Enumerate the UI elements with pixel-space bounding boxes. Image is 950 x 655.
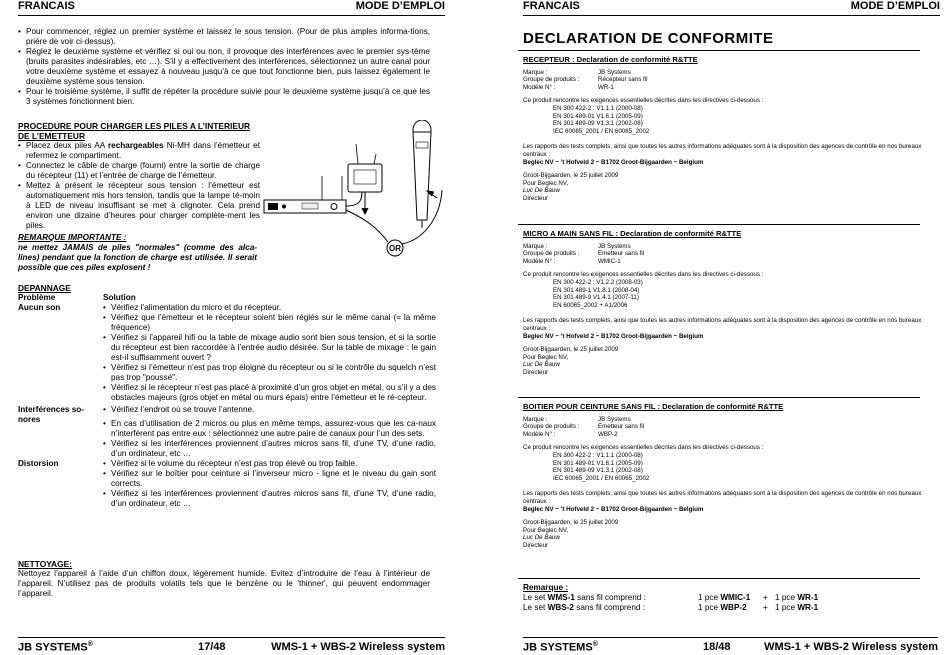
- page-number: 17/48: [198, 641, 226, 653]
- page-header: [523, 0, 940, 16]
- remark-row: Le set WBS-2 sans fil comprend : 1 pce WBP-2 + 1 pce WR-1: [523, 603, 819, 612]
- model-row: Modèle N° : WMIC-1: [523, 257, 621, 265]
- list-item: • Mettez à présent le récepteur sous tension : l’émetteur est automatiquement mis hors tension, tandis que la lampe té-moin à LED de niveau insuffisant se met à clignoter. Cela prend environ une dizaine d’heures pour charger complète-ment les piles.: [26, 181, 260, 231]
- standard-item: EN 300 422-2 : V1.1.1 (2000-08): [553, 451, 643, 459]
- list-item: • Réglez le deuxième système et vérifiez si oui ou non, il provoque des interférences avec le premier sys-tème (bruits parasites indésirables, etc …). S’il y a effectivement des interférences, sélectionnez un autre canal pour votre deuxième système et essayez à nouveau jusqu’à ce que tout fonctionne bien, puis laissez également le deuxième système sous tension.: [26, 47, 430, 87]
- group-row: Groupe de produits : Emetteur sans fil: [523, 250, 645, 258]
- list-item: • Vérifiez si l’émetteur n’est pas trop éloigné du récepteur ou si le contrôle du squelch n’est pas trop "poussé".: [111, 363, 436, 383]
- standard-item: EN 301 489-1 V1.8.1 (2008-04): [553, 286, 640, 294]
- standard-item: EN 300 422-2 : V1.1.1 (2000-08): [553, 104, 643, 112]
- place-date: Groot-Bijgaarden, le 25 juillet 2009: [523, 346, 619, 354]
- list-item: • Placez deux piles AA rechargeables Ni-MH dans l’émetteur et refermez le compartiment.: [26, 141, 260, 161]
- standard-item: EN 301 489-09 V1.3.1 (2002-08): [553, 120, 643, 128]
- table-row: Aucun son • Vérifiez l’alimentation du micro et du récepteur. • Vérifiez que l’émetteur et le récepteur soient bien réglés sur le même canal (= la même fréquence) • Vérifiez si l’appareil hifi ou la table de mixage audio sont bien sous tension, et si la sortie du récepteur est bien raccordée à l’entrée audio désirée. Sur la table de mixage : le gain est-il suffisamment ouvert ? • Vérifiez si l’émetteur n’est pas trop éloigné du récepteur ou si le contrôle du squelch n’est pas trop "poussé". • Vérifiez si le récepteur n’est pas placé à proximité d’un gros objet en métal, ou s’il y a des obstacles majeurs (gros objet en métal ou murs épais) entre l’émetteur et le ré-cepteur.: [18, 303, 436, 403]
- address: Beglec NV ~ ’t Hofveld 2 ~ B1702 Groot-Bijgaarden ~ Belgium: [523, 332, 704, 340]
- page-header: [18, 0, 445, 16]
- declaration-title: BOITIER POUR CEINTURE SANS FIL : Declaration de conformité R&TTE: [523, 402, 784, 411]
- figure-or-label: OR: [389, 244, 401, 253]
- remark-title: Remarque :: [523, 583, 569, 592]
- address: Beglec NV ~ ’t Hofveld 2 ~ B1702 Groot-Bijgaarden ~ Belgium: [523, 505, 704, 513]
- intro-section: [18, 27, 430, 107]
- place-date: Groot-Bijgaarden, le 25 juillet 2009: [523, 519, 619, 527]
- list-item: • Vérifiez sur le boîtier pour ceinture si l’inverseur micro - ligne et le niveau du gain sont corrects.: [111, 469, 436, 489]
- declaration-title: RECEPTEUR : Declaration de conformité R&TTE: [523, 55, 698, 64]
- reports-text: Les rapports des tests complets, ainsi que toutes les autres informations adéquates sont à la disposition des agences de contrôle en nos bureaux centraux :: [523, 317, 922, 332]
- model-row: Modèle N° : WBP-2: [523, 430, 618, 438]
- remark-row: Le set WMS-1 sans fil comprend : 1 pce WMIC-1 + 1 pce WR-1: [523, 593, 819, 602]
- reports-text: Les rapports des tests complets, ainsi que toutes les autres informations adéquates sont à la disposition des agences de contrôle en nos bureaux centraux :: [523, 490, 922, 505]
- page-footer: [523, 637, 938, 655]
- section-title: NETTOYAGE:: [18, 559, 72, 569]
- battery-section: [18, 121, 260, 231]
- header-language: FRANCAIS: [523, 0, 580, 12]
- remark-title: REMARQUE IMPORTANTE :: [18, 233, 127, 242]
- standard-item: IEC 60065_2001 / EN 60065_2002: [553, 127, 650, 135]
- header-manual: MODE D’EMPLOI: [355, 0, 445, 12]
- divider: [518, 224, 920, 225]
- list-item: • Connectez le câble de charge (fourni) entre la sortie de charge du récepteur (11) et l’entrée de charge de l’émetteur.: [26, 161, 260, 181]
- divider: [518, 397, 920, 398]
- reports-text: Les rapports des tests complets, ainsi que toutes les autres informations adéquates sont à la disposition des agences de contrôle en nos bureaux centraux :: [523, 143, 922, 158]
- troubleshooting-section: [18, 283, 436, 509]
- signatory-role: Directeur: [523, 541, 549, 549]
- for-company: Pour Beglec NV,: [523, 353, 569, 361]
- list-item: • Pour commencer, réglez un premier système et laissez le sous tension. (Pour de plus amples informa-tions, prière de voir ci-dessus).: [26, 27, 430, 47]
- cleaning-section: [18, 559, 430, 599]
- signatory-role: Directeur: [523, 368, 549, 376]
- list-item: • Vérifiez si le volume du récepteur n’est pas trop élevé ou trop faible.: [111, 459, 436, 469]
- left-page: [0, 0, 475, 654]
- page-footer: [18, 637, 445, 655]
- standard-item: EN 301 489-09 V1.3.1 (2002-08): [553, 467, 643, 475]
- list-item: • En cas d’utilisation de 2 micros ou plus en même temps, assurez-vous que les ca-naux n’interfèrent pas entre eux : sélectionnez une autre paire de canaux pour l’un des sets.: [111, 419, 436, 439]
- standard-item: EN 301 489-9 V1.4.1 (2007-11): [553, 294, 639, 302]
- for-company: Pour Beglec NV,: [523, 179, 569, 187]
- declaration-block: [523, 403, 923, 550]
- brand-row: Marque : JB Systems: [523, 68, 631, 76]
- footer-brand: JB SYSTEMS®: [18, 641, 93, 654]
- standard-item: EN 300 422-2 : V1.2.2 (2008-03): [553, 278, 643, 286]
- declaration-block: [523, 230, 923, 377]
- section-title: PROCEDURE POUR CHARGER LES PILES A L’INTERIEUR DE L’EMETTEUR: [18, 121, 251, 141]
- page-title: DECLARATION DE CONFORMITE: [523, 30, 774, 47]
- signatory-role: Directeur: [523, 194, 549, 202]
- remark-text: ne mettez JAMAIS de piles "normales" (comme des alca-lines) pendant que la fonction de charge est utilisée. Il serait possible que ces piles explosent !: [18, 243, 257, 272]
- brand-row: Marque : JB Systems: [523, 415, 631, 423]
- directive-intro: Ce produit rencontre les exigences essentielles décrites dans les directives ci-dessous :: [523, 444, 764, 452]
- place-date: Groot-Bijgaarden, le 25 juillet 2009: [523, 172, 619, 180]
- divider: [518, 50, 920, 51]
- group-row: Groupe de produits : Récepteur sans fil: [523, 76, 648, 84]
- page-number: 18/48: [703, 641, 731, 653]
- table-row: Distorsion • Vérifiez si le volume du récepteur n’est pas trop élevé ou trop faible. • Vérifiez sur le boîtier pour ceinture si l’inverseur micro - ligne et le niveau du gain sont corrects. • Vérifiez si les interférences proviennent d’autres micros sans fil, d’une TV, d’une radio, d’un ordinateur, etc …: [18, 459, 436, 509]
- list-item: • Vérifiez l’endroit où se trouve l’antenne.: [111, 405, 436, 415]
- declaration-title: MICRO A MAIN SANS FIL : Declaration de conformité R&TTE: [523, 229, 742, 238]
- remark-box: [523, 583, 923, 613]
- header-language: FRANCAIS: [18, 0, 75, 12]
- list-item: • Vérifiez que l’émetteur et le récepteur soient bien réglés sur le même canal (= la même fréquence): [111, 313, 436, 333]
- battery-list: [18, 141, 260, 231]
- standard-item: EN 301 489-01 V1.6.1 (2005-09): [553, 112, 643, 120]
- list-item: • Vérifiez si les interférences proviennent d’autres micros sans fil, d’une TV, d’une radio, d’un ordinateur, etc …: [111, 439, 436, 459]
- header-manual: MODE D’EMPLOI: [850, 0, 940, 12]
- signatory: Luc De Bauw: [523, 187, 560, 195]
- column-header: Solution: [103, 293, 136, 302]
- table-header: [18, 293, 436, 303]
- column-header: Problème: [18, 293, 56, 302]
- intro-list: [18, 27, 430, 107]
- declaration-block: [523, 56, 923, 203]
- list-item: • Vérifiez si les interférences proviennent d’autres micros sans fil, d’une TV, d’une radio, d’un ordinateur, etc …: [111, 489, 436, 509]
- signatory: Luc De Bauw: [523, 534, 560, 542]
- model-row: Modèle N° : WR-1: [523, 83, 614, 91]
- for-company: Pour Beglec NV,: [523, 526, 569, 534]
- list-item: • Vérifiez si l’appareil hifi ou la table de mixage audio sont bien sous tension, et si la sortie du récepteur est bien raccordée à l’entrée audio désirée. Sur la table de mixage : le gain est-il suffisamment ouvert ?: [111, 333, 436, 363]
- list-item: • Vérifiez si le récepteur n’est pas placé à proximité d’un gros objet en métal, ou s’il y a des obstacles majeurs (gros objet en métal ou murs épais) entre l’émetteur et le ré-cepteur.: [111, 383, 436, 403]
- address: Beglec NV ~ ’t Hofveld 2 ~ B1702 Groot-Bijgaarden ~ Belgium: [523, 158, 704, 166]
- footer-title: WMS-1 + WBS-2 Wireless system: [764, 641, 938, 653]
- standard-item: EN 60065_2002 + A1/2006: [553, 301, 628, 309]
- list-item: • Pour le troisième système, il suffit de répéter la procédure suivie pour le deuxième système jusqu’à ce que les 3 systèmes fonctionnent bien.: [26, 87, 430, 107]
- remark-section: [18, 233, 257, 273]
- section-title: DEPANNAGE: [18, 283, 71, 293]
- standard-item: IEC 60065_2001 / EN 60065_2002: [553, 474, 650, 482]
- footer-brand: JB SYSTEMS®: [523, 641, 598, 654]
- charging-illustration: [262, 120, 447, 260]
- directive-intro: Ce produit rencontre les exigences essentielles décrites dans les directives ci-dessous :: [523, 97, 764, 105]
- table-row: Interférences so-nores • Vérifiez l’endroit où se trouve l’antenne. • En cas d’utilisation de 2 micros ou plus en même temps, assurez-vous que les ca-naux n’interfèrent pas entre eux : sélectionnez une autre paire de canaux pour l’un des sets. • Vérifiez si les interférences proviennent d’autres micros sans fil, d’une TV, d’une radio, d’un ordinateur, etc …: [18, 403, 436, 459]
- brand-row: Marque : JB Systems: [523, 242, 631, 250]
- cleaning-text: Nettoyez l’appareil à l’aide d’un chiffon doux, légèrement humide. Evitez d’introduire de l’eau à l’intérieur de l’appareil. N’utilisez pas de produits volatils tels que le benzène ou le 'thinner', qui peuvent endommager l’appareil.: [18, 569, 430, 598]
- troubleshooting-table: [18, 293, 436, 509]
- divider: [518, 578, 920, 579]
- group-row: Groupe de produits : Emetteur sans fil: [523, 423, 645, 431]
- signatory: Luc De Bauw: [523, 361, 560, 369]
- list-item: • Vérifiez l’alimentation du micro et du récepteur.: [111, 303, 436, 313]
- standard-item: EN 301 489-01 V1.6.1 (2005-09): [553, 459, 643, 467]
- footer-title: WMS-1 + WBS-2 Wireless system: [271, 641, 445, 653]
- directive-intro: Ce produit rencontre les exigences essentielles décrites dans les directives ci-dessous :: [523, 271, 764, 279]
